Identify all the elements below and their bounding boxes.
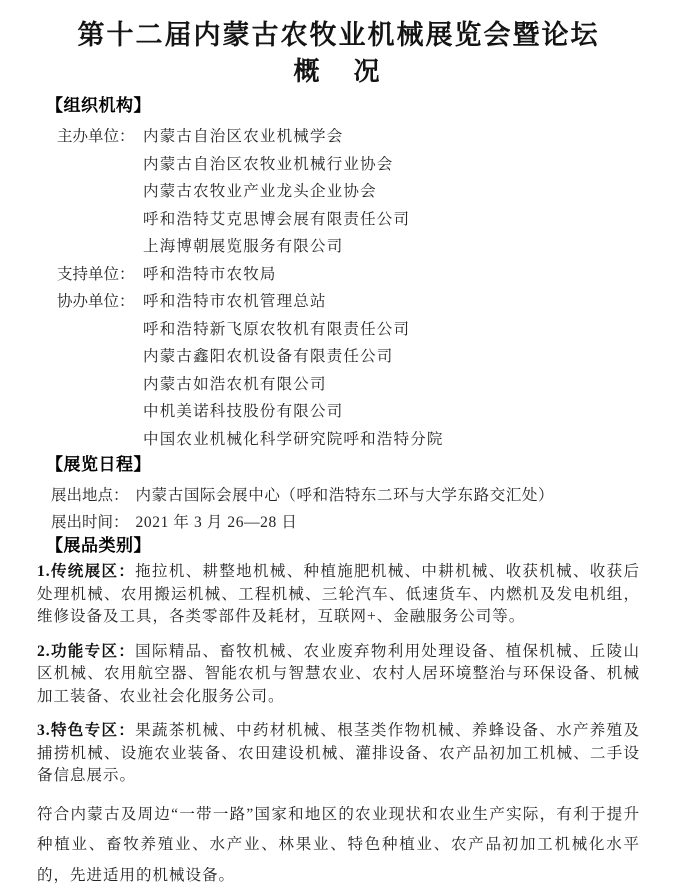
org-item: 内蒙古农牧业产业龙头企业协会 [143, 178, 640, 206]
org-group-coorganizers [57, 288, 640, 453]
schedule-value: 2021 年 3 月 26—28 日 [136, 509, 298, 536]
closing-paragraph: 符合内蒙古及周边“一带一路”国家和地区的农业现状和农业生产实际，有利于提升种植业、畜牧养殖业、水产业、林果业、特色种植业、农产品初加工机械化水平的，先进适用的机械设备。 [37, 800, 640, 891]
page-subtitle: 概 况 [37, 54, 640, 90]
org-item: 呼和浩特市农机管理总站 [143, 288, 640, 316]
paragraph-text: 拖拉机、耕整地机械、种植施肥机械、中耕机械、收获机械、收获后处理机械、农用搬运机械、工程机械、三轮汽车、低速货车、内燃机及发电机组，维修设备及工具，各类零部件及耗材，互联网+、金融服务公司等。 [37, 563, 640, 625]
schedule-label: 展出地点： [51, 482, 129, 509]
section-heading-organization: 【组织机构】 [46, 96, 640, 116]
org-item: 中机美诺科技股份有限公司 [143, 398, 640, 426]
schedule-rows [51, 482, 640, 536]
paragraph-text: 果蔬茶机械、中药材机械、根茎类作物机械、养蜂设备、水产养殖及捕捞机械、设施农业装备、农田建设机械、灌排设备、农产品初加工机械、二手设备信息展示。 [37, 722, 640, 784]
organization-list [57, 123, 640, 453]
paragraph-lead: 2.功能专区： [37, 643, 135, 660]
org-item: 呼和浩特市农牧局 [143, 261, 640, 289]
org-item: 呼和浩特新飞原农牧机有限责任公司 [143, 316, 640, 344]
org-item: 上海博朝展览服务有限公司 [143, 233, 640, 261]
org-group-label: 主办单位： [57, 123, 143, 151]
page-title: 第十二届内蒙古农牧业机械展览会暨论坛 [37, 16, 640, 54]
org-item: 中国农业机械化科学研究院呼和浩特分院 [143, 426, 640, 454]
org-item: 内蒙古自治区农业机械学会 [143, 123, 640, 151]
org-group-label: 协办单位： [57, 288, 143, 316]
paragraph-special-zone [37, 720, 640, 788]
paragraph-traditional-zone [37, 561, 640, 629]
section-heading-schedule: 【展览日程】 [46, 455, 640, 475]
org-group-hosts [57, 123, 640, 261]
org-item: 内蒙古如浩农机有限公司 [143, 371, 640, 399]
org-group-label: 支持单位： [57, 261, 143, 289]
paragraph-function-zone [37, 641, 640, 709]
paragraph-text: 国际精品、畜牧机械、农业废弃物利用处理设备、植保机械、丘陵山区机械、农用航空器、智能农机与智慧农业、农村人居环境整治与环保设备、机械加工装备、农业社会化服务公司。 [37, 643, 640, 705]
schedule-row-location [51, 482, 640, 509]
schedule-value: 内蒙古国际会展中心（呼和浩特东二环与大学东路交汇处） [136, 482, 555, 509]
paragraph-lead: 1.传统展区： [37, 563, 135, 580]
schedule-row-time [51, 509, 640, 536]
org-item: 呼和浩特艾克思博会展有限责任公司 [143, 206, 640, 234]
paragraph-lead: 3.特色专区： [37, 722, 135, 739]
org-item: 内蒙古自治区农牧业机械行业协会 [143, 151, 640, 179]
section-heading-categories: 【展品类别】 [46, 536, 640, 556]
org-item: 内蒙古鑫阳农机设备有限责任公司 [143, 343, 640, 371]
schedule-label: 展出时间： [51, 509, 129, 536]
org-group-supporters [57, 261, 640, 289]
